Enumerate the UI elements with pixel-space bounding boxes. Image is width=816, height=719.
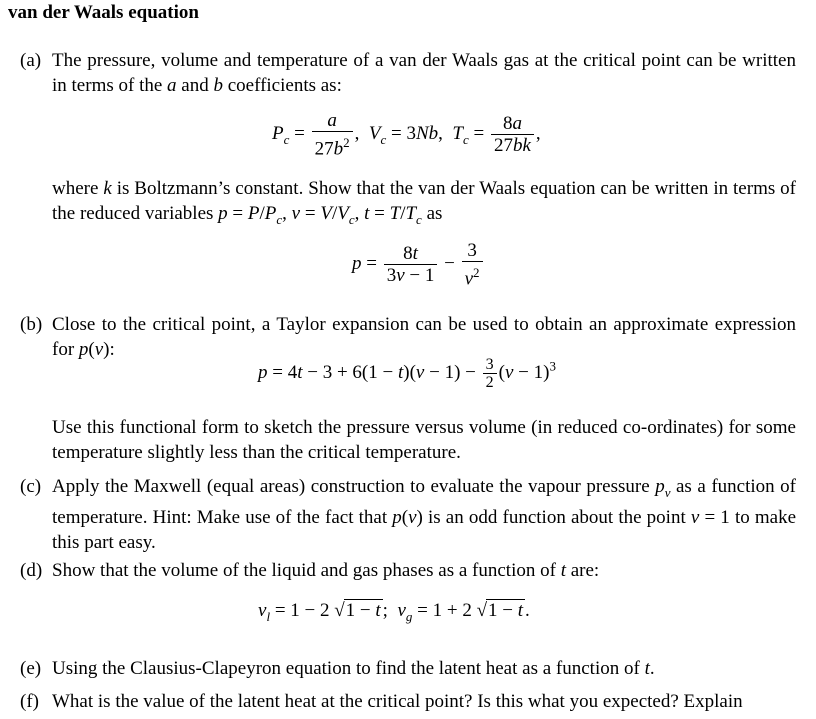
part-c [20,474,796,555]
part-d-text: Show that the volume of the liquid and gas phases as a function of t are: [52,560,600,581]
part-label-d: (d) [20,560,43,581]
part-f [20,689,796,714]
part-label-c: (c) [20,476,42,497]
part-e [20,656,796,681]
part-b-continued [20,415,796,465]
part-e-text: Using the Clausius-Clapeyron equation to find the latent heat as a function of t. [52,658,655,679]
part-b-text: Close to the critical point, a Taylor expansion can be used to obtain an approximate expression for p(v): [52,314,796,360]
part-label-a: (a) [20,50,42,71]
equation-critical-point: $P_c$ = $\frac{a}{27b^2}$ , $V_c = 3Nb$, $T_c$ = $\frac{8a}{27bk}$ , [272,110,541,160]
part-b2-text: Use this functional form to sketch the pressure versus volume (in reduced co-ordinates) for some temperature slightly less than the critical temperature. [52,417,796,463]
equation-volumes: $v_l = 1 - 2$ √1 − t ; $v_g = 1 + 2$ √1 − t . [258,600,530,624]
part-a-continued [20,176,796,232]
part-f-text: What is the value of the latent heat at the critical point? Is this what you expected? Explain [52,691,743,712]
page-title: van der Waals equation [8,2,199,23]
part-b [20,312,796,362]
equation-reduced: p = $\frac{8t}{3v - 1}$ − $\frac{3}{v^2}$ [352,240,485,289]
part-label-b: (b) [20,314,43,335]
part-a [20,48,796,98]
equation-taylor: p = 4t − 3 + 6(1 − t)(v − 1) − $\frac{3}{2}$ $(v - 1)^3$ [258,356,556,391]
part-a-text: The pressure, volume and temperature of a van der Waals gas at the critical point can be written in terms of the a and b coefficients as: [52,50,796,96]
part-a2-text: where k is Boltzmann’s constant. Show that the van der Waals equation can be written in terms of the reduced variables $p = P/P_c$, $v = V/V_c$, $t = T/T_c$ as [52,178,796,227]
part-c-text: Apply the Maxwell (equal areas) construction to evaluate the vapour pressure $p_v$ as a function of temperature. Hint: Make use of the fact that p(v) is an odd function about the point v = 1 to make this part easy. [52,476,797,553]
part-label-f: (f) [20,691,39,712]
part-label-e: (e) [20,658,42,679]
part-d [20,558,796,583]
